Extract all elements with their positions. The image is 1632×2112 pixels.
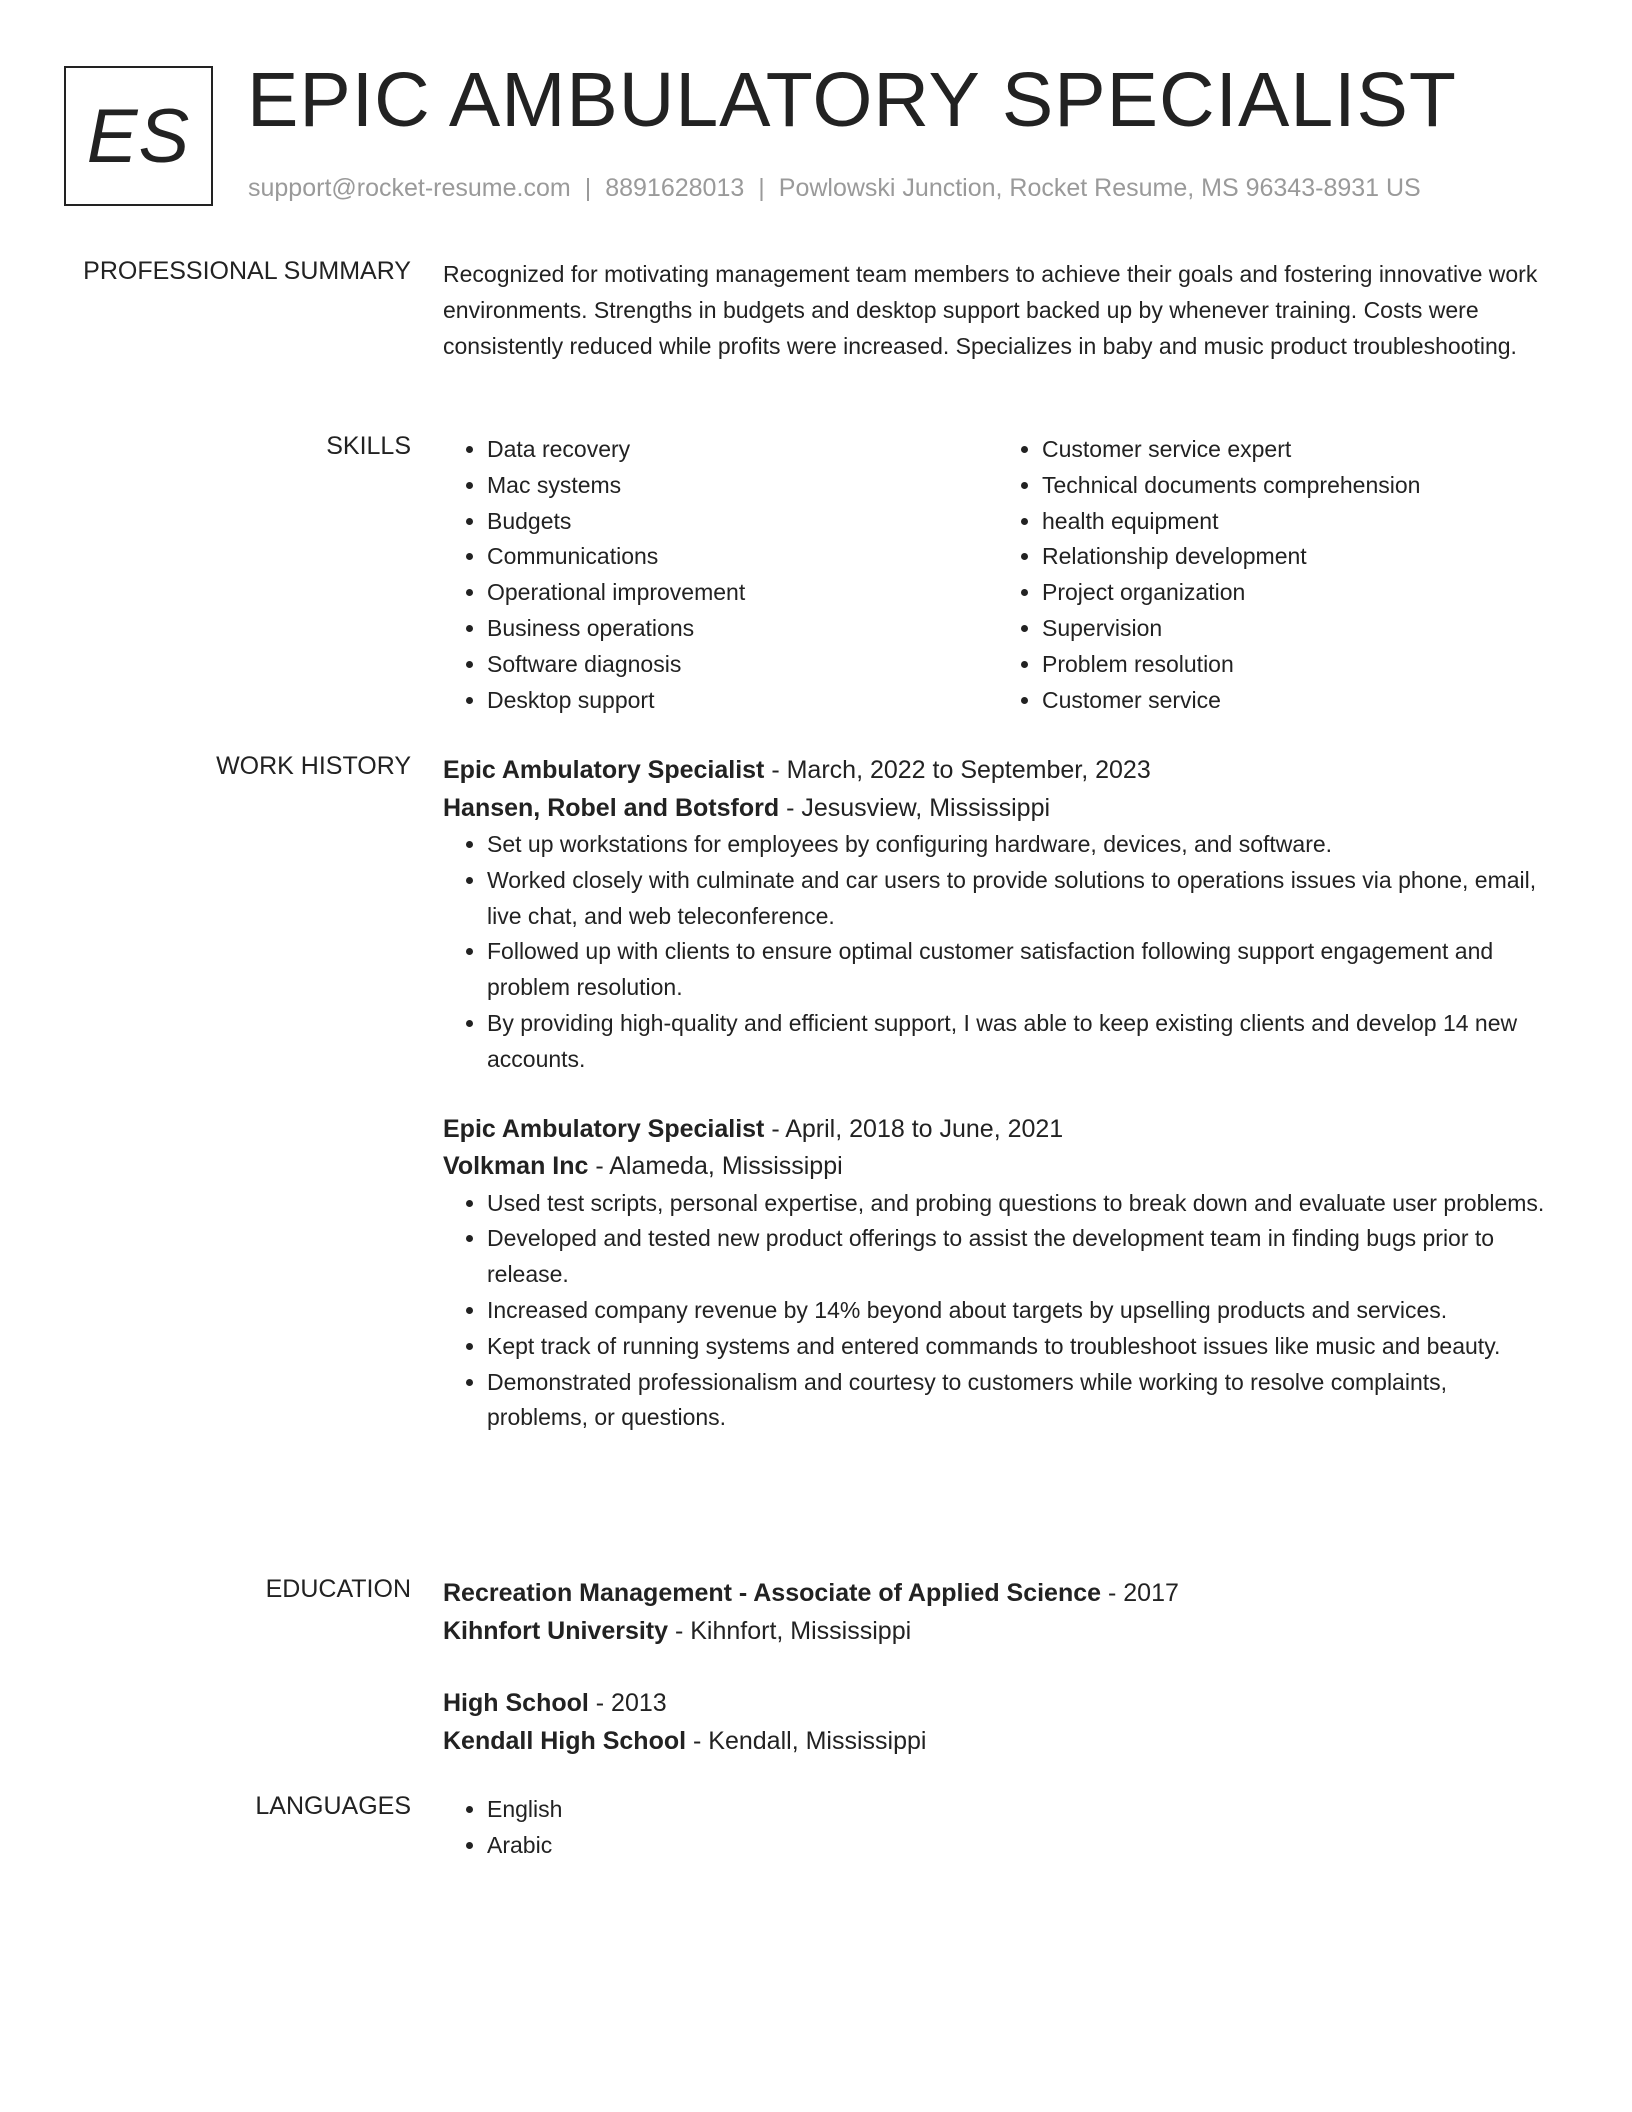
job-title: Epic Ambulatory Specialist	[443, 756, 765, 784]
job-location: - Alameda, Mississippi	[588, 1152, 843, 1181]
education-entry	[443, 1575, 1553, 1650]
education-degree: Recreation Management - Associate of Applied Science	[443, 1579, 1102, 1607]
job-company: Volkman Inc	[443, 1152, 589, 1181]
contact-separator: |	[758, 174, 765, 202]
job-title-line	[443, 752, 1553, 790]
skill-item: • Desktop support	[487, 683, 998, 719]
skill-item: • Operational improvement	[487, 575, 998, 611]
education-school: Kendall High School	[443, 1726, 687, 1755]
job-bullet: • Kept track of running systems and entered commands to troubleshoot issues like music and beauty.	[487, 1329, 1553, 1365]
job-bullet: • Demonstrated professionalism and courtesy to customers while working to resolve complaints, problems, or questions.	[487, 1365, 1553, 1437]
language-item: • English	[487, 1792, 1553, 1828]
job-title-line	[443, 1111, 1553, 1149]
job-bullet: • Increased company revenue by 14% beyond about targets by upselling products and services.	[487, 1293, 1553, 1329]
education-school-line	[443, 1723, 1553, 1761]
section-heading-work-history: WORK HISTORY	[216, 752, 411, 780]
skill-item: • Relationship development	[1042, 539, 1553, 575]
education-school-line	[443, 1613, 1553, 1651]
skills-list-right	[998, 432, 1553, 718]
job-entry	[443, 1111, 1553, 1437]
job-bullet: • Set up workstations for employees by configuring hardware, devices, and software.	[487, 827, 1553, 863]
education-location: - Kihnfort, Mississippi	[668, 1616, 912, 1645]
job-company: Hansen, Robel and Botsford	[443, 793, 780, 822]
education-degree-line	[443, 1685, 1553, 1723]
skills-list-left	[443, 432, 998, 718]
section-heading-education: EDUCATION	[265, 1575, 411, 1603]
skill-item: • Data recovery	[487, 432, 998, 468]
job-bullet: • Worked closely with culminate and car users to provide solutions to operations issues via phone, email, live chat, and web teleconference.	[487, 863, 1553, 935]
skill-item: • Communications	[487, 539, 998, 575]
contact-address: Powlowski Junction, Rocket Resume, MS 96343-8931 US	[778, 174, 1421, 202]
skill-item: • Problem resolution	[1042, 647, 1553, 683]
skill-item: • Technical documents comprehension	[1042, 468, 1553, 504]
section-heading-languages: LANGUAGES	[255, 1792, 411, 1820]
skill-item: • Customer service	[1042, 683, 1553, 719]
candidate-name: EPIC AMBULATORY SPECIALIST	[247, 57, 1457, 143]
job-entry	[443, 752, 1553, 1078]
job-title: Epic Ambulatory Specialist	[443, 1114, 765, 1143]
section-heading-skills: SKILLS	[326, 432, 411, 460]
job-dates: - March, 2022 to September, 2023	[764, 756, 1151, 784]
section-heading-summary: PROFESSIONAL SUMMARY	[83, 257, 411, 285]
initials-monogram: ES	[64, 66, 213, 206]
contact-separator: |	[584, 174, 592, 202]
job-bullet: • Followed up with clients to ensure optimal customer satisfaction following support engagement and problem resolution.	[487, 934, 1553, 1006]
skill-item: • Business operations	[487, 611, 998, 647]
contact-line	[248, 174, 1421, 203]
education-degree: High School	[443, 1689, 589, 1717]
skill-item: • Project organization	[1042, 575, 1553, 611]
education-degree-line	[443, 1575, 1553, 1613]
education-year: - 2017	[1101, 1579, 1179, 1607]
education-location: - Kendall, Mississippi	[686, 1726, 927, 1755]
contact-phone[interactable]: 8891628013	[605, 174, 745, 202]
skill-item: • Budgets	[487, 504, 998, 540]
language-item: • Arabic	[487, 1828, 1553, 1864]
skill-item: • Customer service expert	[1042, 432, 1553, 468]
education-year: - 2013	[588, 1689, 667, 1717]
job-bullet-list	[443, 1186, 1553, 1437]
job-bullet: • Used test scripts, personal expertise, and probing questions to break down and evaluate user problems.	[487, 1186, 1553, 1222]
job-bullet: • By providing high-quality and efficient support, I was able to keep existing clients and develop 14 new accounts.	[487, 1006, 1553, 1078]
summary-text: Recognized for motivating management team members to achieve their goals and fostering innovative work environments. Strengths in budgets and desktop support backed up by whenever training. Costs were consistently reduced while profits were increased. Specializes in baby and music product troubleshooting.	[443, 261, 1538, 359]
job-bullet: • Developed and tested new product offerings to assist the development team in finding bugs prior to release.	[487, 1221, 1553, 1293]
languages-list	[443, 1792, 1553, 1864]
job-bullet-list	[443, 827, 1553, 1078]
skill-item: • Software diagnosis	[487, 647, 998, 683]
skill-item: • health equipment	[1042, 504, 1553, 540]
job-company-line	[443, 1148, 1553, 1186]
education-school: Kihnfort University	[443, 1616, 669, 1645]
skill-item: • Supervision	[1042, 611, 1553, 647]
job-company-line	[443, 790, 1553, 828]
skill-item: • Mac systems	[487, 468, 998, 504]
job-location: - Jesusview, Mississippi	[779, 793, 1051, 822]
job-dates: - April, 2018 to June, 2021	[764, 1114, 1064, 1143]
education-entry	[443, 1685, 1553, 1760]
contact-email[interactable]: support@rocket-resume.com	[248, 174, 571, 202]
